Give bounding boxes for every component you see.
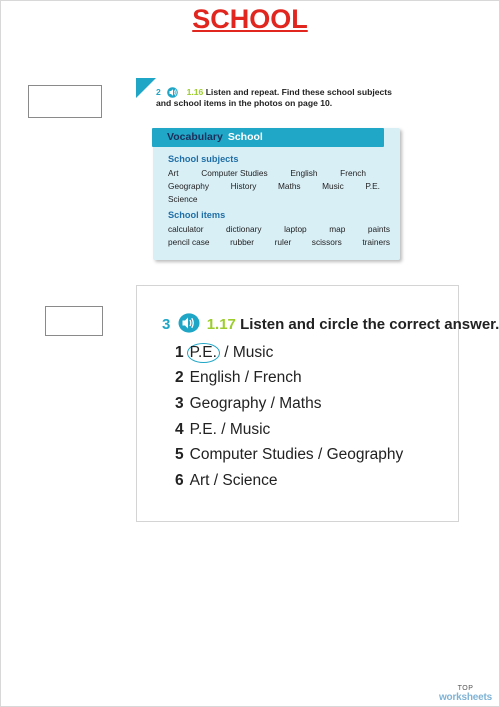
question-text[interactable]: Computer Studies / Geography xyxy=(189,446,404,463)
subjects-row-1 xyxy=(168,168,366,178)
audio-track-code: 1.16 xyxy=(186,87,204,97)
page-title: SCHOOL xyxy=(192,4,308,34)
subjects-row-3 xyxy=(168,194,390,204)
question-text[interactable]: Art / Science xyxy=(189,472,278,489)
exercise-number: 3 xyxy=(162,316,171,333)
vocab-word: trainers xyxy=(362,237,390,247)
vocabulary-title: Vocabulary School xyxy=(167,131,263,143)
question-number: 4 xyxy=(175,421,184,438)
items-row-1 xyxy=(168,224,390,234)
question-number: 3 xyxy=(175,395,184,412)
vocab-word: P.E. xyxy=(365,181,380,191)
vocab-word: rubber xyxy=(230,237,255,247)
circled-answer[interactable]: P.E. xyxy=(187,343,220,363)
logo-top-text: TOP xyxy=(457,685,474,692)
answer-box-exercise-3[interactable] xyxy=(45,306,103,336)
question-number: 6 xyxy=(175,472,184,489)
question-number: 1 xyxy=(175,344,184,361)
vocab-word: Art xyxy=(168,168,179,178)
exercise-2-instruction xyxy=(156,87,396,109)
topworksheets-logo xyxy=(439,685,492,703)
audio-speaker-icon[interactable] xyxy=(178,313,200,333)
answer-box-exercise-2[interactable] xyxy=(28,85,102,118)
vocab-word: scissors xyxy=(311,237,342,247)
corner-decoration xyxy=(136,78,156,98)
vocab-word: History xyxy=(230,181,257,191)
question-text[interactable]: P.E. / Music xyxy=(189,421,271,438)
question-text: / Music xyxy=(219,344,274,361)
vocab-word: laptop xyxy=(284,224,307,234)
subjects-heading: School subjects xyxy=(168,154,239,164)
vocab-word: Science xyxy=(168,194,198,204)
question-number: 2 xyxy=(175,369,184,386)
vocab-word: Geography xyxy=(168,181,210,191)
items-heading: School items xyxy=(168,210,226,220)
exercise-number: 2 xyxy=(156,87,161,97)
subjects-row-2 xyxy=(168,181,380,191)
vocab-word: ruler xyxy=(274,237,292,247)
exercise-3 xyxy=(136,285,500,522)
vocabulary-box xyxy=(153,128,400,260)
vocabulary-header-bar xyxy=(152,128,384,147)
vocab-word: Music xyxy=(322,181,344,191)
question-text[interactable]: English / French xyxy=(189,369,302,386)
instruction-text: Listen and circle the correct answer. xyxy=(240,316,500,333)
vocab-word: French xyxy=(340,168,366,178)
items-row-2 xyxy=(168,237,390,247)
vocab-word: Maths xyxy=(277,181,301,191)
question-item xyxy=(175,472,278,490)
vocab-word: pencil case xyxy=(168,237,210,247)
question-text[interactable]: Geography / Maths xyxy=(189,395,322,412)
vocab-word: paints xyxy=(367,224,390,234)
vocab-word: Computer Studies xyxy=(201,168,268,178)
question-number: 5 xyxy=(175,446,184,463)
audio-track-code: 1.17 xyxy=(206,316,236,333)
vocab-word: dictionary xyxy=(226,224,262,234)
audio-speaker-icon[interactable] xyxy=(167,87,181,98)
exercise-3-instruction xyxy=(162,313,499,333)
question-item xyxy=(175,369,302,387)
vocab-word: map xyxy=(329,224,346,234)
vocab-word: English xyxy=(290,168,318,178)
exercise-2 xyxy=(136,78,398,263)
vocab-word: calculator xyxy=(168,224,204,234)
instruction-text: Listen and repeat. Find these school subjects and school items in the photos on page 10. xyxy=(156,87,392,109)
question-item xyxy=(175,446,403,464)
logo-bottom-text: worksheets xyxy=(438,692,492,703)
question-item xyxy=(175,343,273,363)
question-item xyxy=(175,421,270,439)
question-item xyxy=(175,395,321,413)
